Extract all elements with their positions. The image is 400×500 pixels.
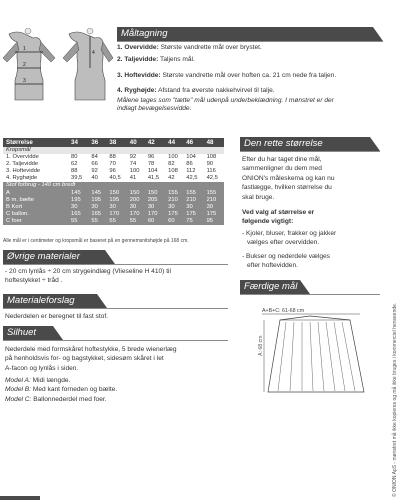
measurement-figure [3,28,113,106]
measurement-item-1: 1. Overvidde: Største vandrette mål over brystet. [117,44,262,51]
silhouette-text: Nederdele med formskåret hoftestykke, 5 brede wienerlæg på henholdsvis for- og bagstykket, sidesøm skåret i let A-facon og lynlås i siden. [5,346,177,372]
table-row: C foer 55 55 55 55 60 60 75 95 [3,218,224,225]
finished-rule [240,294,380,295]
table-row: C ballon. 165 165 170 170 170 175 175 175 [3,211,224,218]
figure-label-2: 2 [23,62,26,68]
right-size-rule [240,151,380,152]
other-materials-text: - 20 cm lynlås ÷ 20 cm strygeindlæg (Vlieseline H 410) til hoftestykket ÷ tråd . [5,268,171,285]
measurement-item-2: 2. Taljevidde: Taljens mål. [117,56,195,63]
right-size-choose: Ved valg af størrelse er følgende vigtigt: [242,209,315,226]
table-footnote: Alle mål er i centimeter og kropsmål er baseret på en gennemsnitshøjde på 168 cm. [3,238,189,244]
right-size-bullet-1: - Kjoler, bluser, frakker og jakker vælges efter overvidden. [242,230,337,247]
list-item: Model C: Ballonnederdel med foer. [5,395,107,403]
other-materials-rule [3,264,228,265]
size-table [3,138,224,225]
table-row: 2. Taljevidde 62 66 70 74 78 82 86 90 [3,161,224,168]
finished-length-label: A: 68 cm [258,335,264,356]
figure-label-1: 1 [23,46,26,52]
measurements-heading [117,27,383,41]
right-size-bullet-2: - Bukser og nederdele vælges efter hoftevidden. [242,253,330,270]
list-item: Model A: Midi længde. [5,377,71,384]
finished-width-label: A+B+C: 61-68 cm [262,308,305,314]
table-row: A 145 145 150 150 150 155 155 155 [3,190,224,197]
right-size-text: Efter du har taget dine mål, sammenligner du dem med ONION's måleskema og kan nu fastlægge, hvilken størrelse du skal bruge. [242,156,335,201]
list-item: Model B: Med kant forneden og bælte. [5,386,118,394]
fabric-label-row: Stof forbrug - 140 cm bredt [3,182,224,189]
footer-marker [0,496,40,500]
finished-heading: Færdige mål [240,280,310,294]
measurement-note: Målene tages som "tætte" mål udenpå underbeklædning. I mønstret er der indlagt bevægelsesvidde. [117,97,334,112]
side-copyright: © ONION ApS - mønstret må ikke kopieres og må ikke bruges i kommerciel henseende. [392,302,398,497]
right-size-heading: Den rette størrelse [240,137,380,151]
table-row: 4. Ryghøjde 39,5 40 40,5 41 41,5 42 42,5 42,5 [3,175,224,182]
silhouette-rule [3,340,228,341]
table-row: 1. Overvidde 80 84 88 92 96 100 104 108 [3,154,224,161]
silhouette-heading: Silhuet [3,326,63,340]
other-materials-heading: Øvrige materialer [3,250,115,264]
body-measure-label-row: Kropsmål [3,147,224,154]
measurement-item-3: 3. Hoftevidde: Største vandrette mål over hoften ca. 21 cm nede fra taljen. [117,72,337,79]
table-row: 3. Hoftevidde 88 92 96 100 104 108 112 116 [3,168,224,175]
table-row: B Kort 30 30 30 30 30 30 30 30 [3,204,224,211]
skirt-illustration [250,296,380,406]
material-suggestion-rule [3,308,228,309]
measurement-item-4: 4. Ryghøjde: Afstand fra øverste nakkehvirvel til talje. [117,87,275,94]
table-row: B m. bælte 195 195 195 200 205 210 210 210 [3,197,224,204]
figure-label-4: 4 [92,50,95,56]
model-list [5,376,230,404]
measurements-title: Måltagning [121,28,168,39]
figure-label-3: 3 [23,78,26,84]
measurements-rule [117,41,383,42]
material-suggestion-text: Nederdelen er beregnet til fast stof. [5,313,108,320]
size-table-header: Størrelse 34 36 38 40 42 44 46 48 [3,138,224,147]
material-suggestion-heading: Materialeforslag [3,294,107,308]
